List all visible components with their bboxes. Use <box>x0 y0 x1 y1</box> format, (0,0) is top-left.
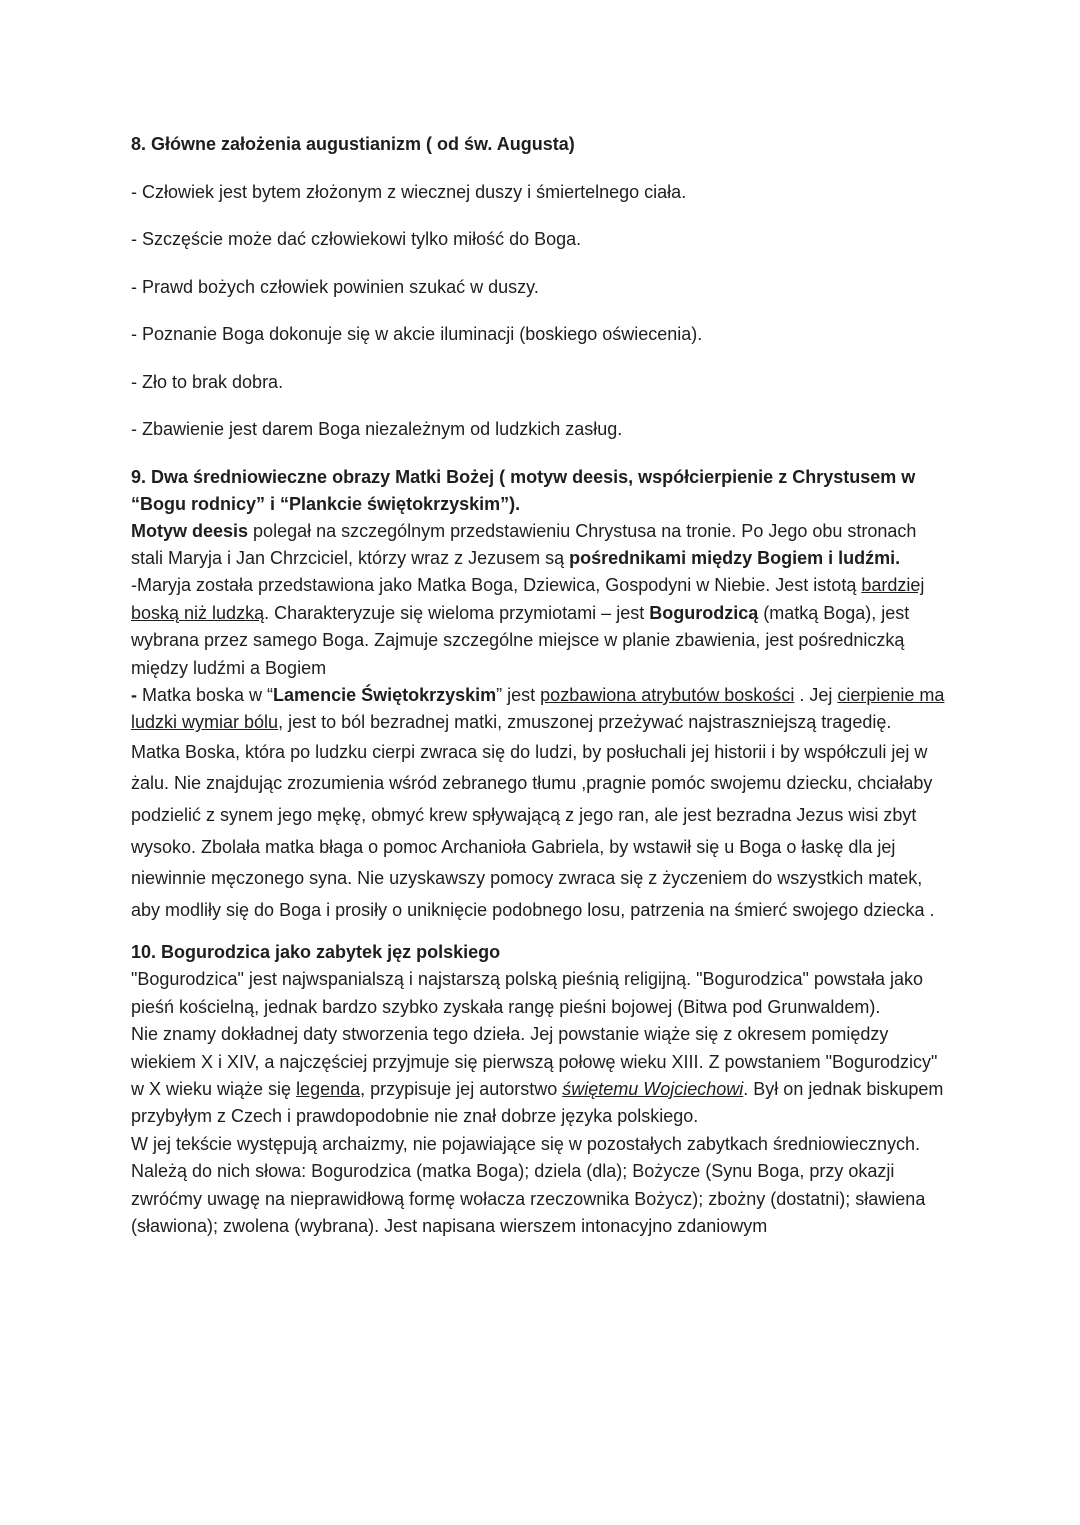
list-item: - Prawd bożych człowiek powinien szukać w duszy. <box>131 276 539 297</box>
matka-boska-paragraph: Matka Boska, która po ludzku cierpi zwraca się do ludzi, by posłuchali jej historii i by współczuli jej w żalu. Nie znajdując zrozumienia wśród zebranego tłumu ,pragnie pomóc swojemu dziecku, chciałaby podzielić z synem jego mękę, obmyć krew spływającą z jego ran, ale jest bezradna Jezus wisi zbyt wysoko. Zbolała matka błaga o pomoc Archanioła Gabriela, by wstawił się u Boga o łaskę dla jej niewinnie męczonego syna. Nie uzyskawszy pomocy zwraca się z życzeniem do wszystkich matek, aby modliły się do Boga i prosiły o uniknięcie podobnego losu, patrzenia na śmierć swojego dziecka . <box>131 741 935 920</box>
list-item: - Szczęście może dać człowiekowi tylko miłość do Boga. <box>131 229 582 249</box>
underlined-phrase: bardziej boską niż ludzką <box>131 575 925 623</box>
archaisms-paragraph: W jej tekście występują archaizmy, nie pojawiające się w pozostałych zabytkach średniowiecznych. Należą do nich słowa: Bogurodzica (matka Boga); dziela (dla); Bożycze (Synu Boga, przy okazji zwróćmy uwagę na nieprawidłową formę wołacza rzeczownika Bożycz); zbożny (dostatni); sławiena (sławiona); zwolena (wybrana). Jest napisana wierszem intonacyjno zdaniowym <box>131 1133 926 1236</box>
text-run: . Jej <box>794 684 838 705</box>
section-10-heading: 10. Bogurodzica jako zabytek jęz polskiego <box>131 942 501 963</box>
underlined-italic-phrase: świętemu Wojciechowi <box>562 1078 744 1099</box>
text-run: polegał na szczególnym przedstawieniu Chrystusa na tronie. Po Jego obu stronach stali Maryja i Jan Chrzciciel, którzy wraz z Jezusem są <box>131 520 917 568</box>
bold-term: Bogurodzicą <box>649 602 759 623</box>
deesis-paragraph <box>131 518 951 573</box>
bold-term: pośrednikami między Bogiem i ludźmi. <box>569 547 901 568</box>
text-run: . Charakteryzuje się wieloma przymiotami – jest <box>264 602 650 623</box>
list-item: - Zło to brak dobra. <box>131 371 284 392</box>
text-run: ” jest <box>496 684 541 705</box>
document-content <box>131 131 951 1240</box>
dash-mark: - <box>131 684 137 705</box>
list-item: - Zbawienie jest darem Boga niezależnym od ludzkich zasług. <box>131 419 623 439</box>
bold-term: Motyw deesis <box>131 520 249 541</box>
bogurodzica-intro-paragraph: "Bogurodzica" jest najwspanialszą i najstarszą polską pieśnią religijną. "Bogurodzica" powstała jako pieśń kościelną, jednak bardzo szybko zyskała rangę pieśni bojowej (Bitwa pod Grunwaldem). <box>131 969 923 1017</box>
list-item: - Człowiek jest bytem złożonym z wiecznej duszy i śmiertelnego ciała. <box>131 181 687 202</box>
bogurodzica-date-paragraph <box>131 1021 951 1131</box>
text-run: (matką Boga), jest wybrana przez samego Boga. Zajmuje szczególne miejsce w planie zbawienia, jest pośredniczką między ludźmi a Bogiem <box>131 602 910 678</box>
section-8-heading: 8. Główne założenia augustianizm ( od św. Augusta) <box>131 134 575 154</box>
section-9-heading: 9. Dwa średniowieczne obrazy Matki Bożej ( motyw deesis, współcierpienie z Chrystusem w “Bogu rodnicy” i “Plankcie świętokrzyskim”). <box>131 466 916 514</box>
underlined-phrase: legenda <box>296 1078 361 1099</box>
underlined-phrase: pozbawiona atrybutów boskości <box>540 684 795 705</box>
maryja-paragraph <box>131 572 951 682</box>
text-run: Matka boska w “ <box>137 684 274 705</box>
text-run: , jest to ból bezradnej matki, zmuszonej przeżywać najstraszniejszą tragedię. <box>278 712 892 733</box>
text-run: . Był on jednak biskupem przybyłym z Czech i prawdopodobnie nie znał dobrze języka polskiego. <box>131 1078 944 1127</box>
text-run: -Maryja została przedstawiona jako Matka Boga, Dziewica, Gospodyni w Niebie. Jest istotą <box>131 575 862 596</box>
list-item: - Poznanie Boga dokonuje się w akcie iluminacji (boskiego oświecenia). <box>131 324 703 344</box>
underlined-phrase: cierpienie ma ludzki wymiar bólu <box>131 684 945 733</box>
text-run: , przypisuje jej autorstwo <box>360 1078 563 1099</box>
bold-term: Lamencie Świętokrzyskim <box>273 684 497 705</box>
lament-paragraph <box>131 682 951 737</box>
text-run: Nie znamy dokładnej daty stworzenia tego dzieła. Jej powstanie wiąże się z okresem pomiędzy wiekiem X i XIV, a najczęściej przyjmuje się pierwszą połowę wieku XIII. Z powstaniem "Bogurodzicy" w X wieku wiąże się <box>131 1024 938 1099</box>
